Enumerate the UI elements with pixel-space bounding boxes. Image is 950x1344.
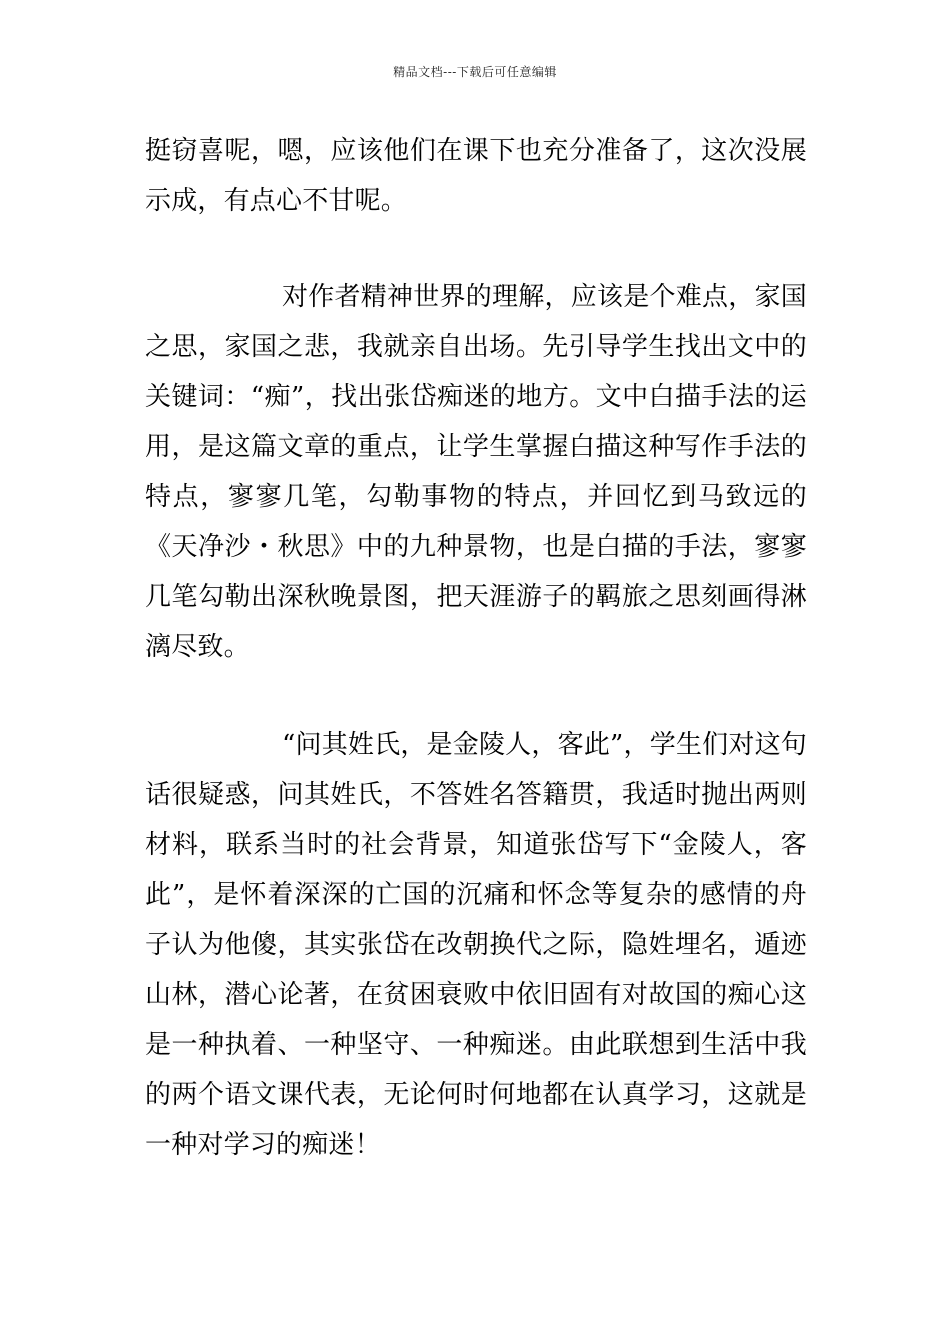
document-body [145,126,807,1170]
paragraph-continuation: 挺窃喜呢，嗯，应该他们在课下也充分准备了，这次没展示成，有点心不甘呢。 [145,136,807,216]
paragraph-author-spirit: 对作者精神世界的理解，应该是个难点，家国之思，家国之悲，我就亲自出场。先引导学生找出文中的关键词：“痴”，找出张岱痴迷的地方。文中白描手法的运用，是这篇文章的重点，让学生掌握白描这种写作手法的特点，寥寥几笔，勾勒事物的特点，并回忆到马致远的《天净沙・秋思》中的九种景物，也是白描的手法，寥寥几笔勾勒出深秋晚景图，把天涯游子的羁旅之思刻画得淋漓尽致。 [145,282,807,662]
paragraph-gap [145,226,807,272]
page-header: 精品文档---下载后可任意编辑 [393,65,557,79]
paragraph-gap [145,672,807,720]
paragraph-name-origin: “问其姓氏，是金陵人，客此”，学生们对这句话很疑惑，问其姓氏，不答姓名答籍贯，我适时抛出两则材料，联系当时的社会背景，知道张岱写下“金陵人，客此”，是怀着深深的亡国的沉痛和怀念等复杂的感情的舟子认为他傻，其实张岱在改朝换代之际，隐姓埋名，遁迹山林，潜心论著，在贫困衰败中依旧固有对故国的痴心这是一种执着、一种坚守、一种痴迷。由此联想到生活中我的两个语文课代表，无论何时何地都在认真学习，这就是一种对学习的痴迷！ [145,730,807,1160]
